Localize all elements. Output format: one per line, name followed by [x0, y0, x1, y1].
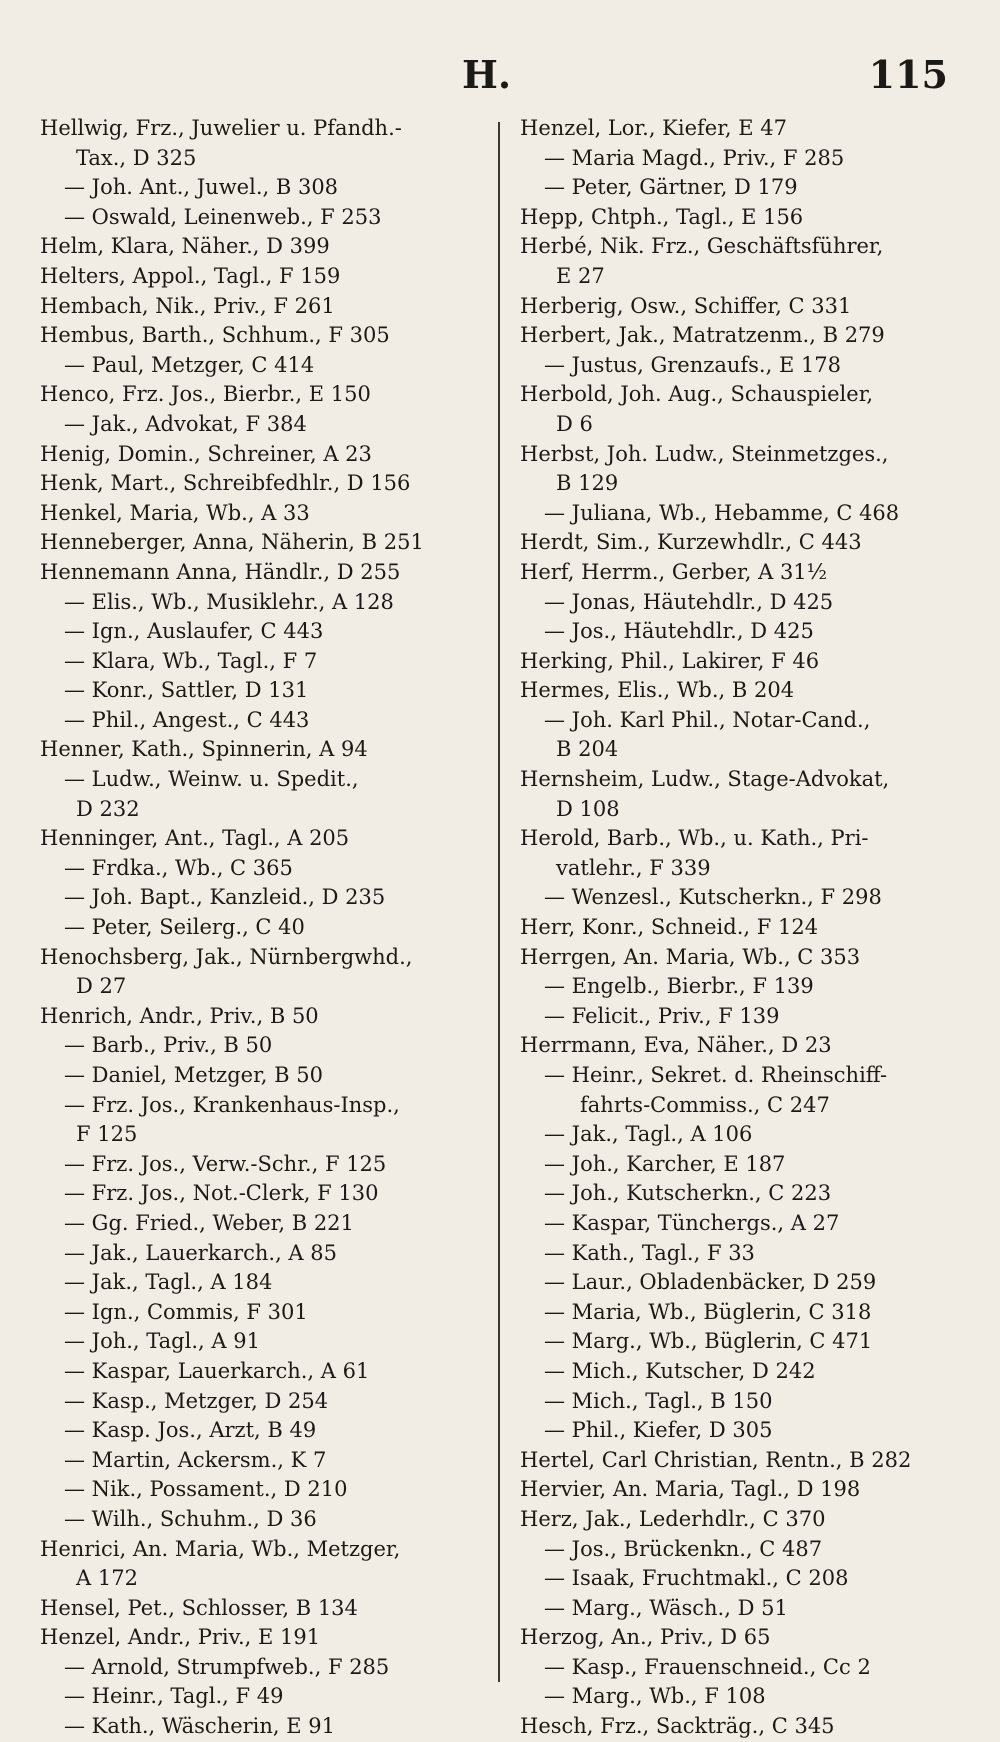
directory-entry: Hennemann Anna, Händlr., D 255	[40, 559, 401, 584]
directory-entry: vatlehr., F 339	[556, 855, 711, 880]
directory-entry: — Mich., Tagl., B 150	[544, 1388, 773, 1413]
directory-entry: D 108	[556, 796, 620, 821]
directory-entry: — Wilh., Schuhm., D 36	[64, 1506, 317, 1531]
directory-entry: Hepp, Chtph., Tagl., E 156	[520, 204, 804, 229]
directory-entry: Herzog, An., Priv., D 65	[520, 1625, 771, 1650]
directory-entry: Hernsheim, Ludw., Stage-Advokat,	[520, 767, 890, 792]
directory-entry: F 125	[76, 1122, 138, 1147]
directory-entry: Henzel, Andr., Priv., E 191	[40, 1625, 321, 1650]
directory-entry: Helters, Appol., Tagl., F 159	[40, 263, 341, 288]
directory-entry: D 27	[76, 974, 127, 999]
directory-entry: — Kasp., Metzger, D 254	[64, 1388, 329, 1413]
directory-entry: Hembus, Barth., Schhum., F 305	[40, 323, 390, 348]
directory-entry: fahrts-Commiss., C 247	[580, 1092, 830, 1117]
directory-entry: — Wenzesl., Kutscherkn., F 298	[544, 885, 882, 910]
directory-entry: — Isaak, Fruchtmakl., C 208	[544, 1566, 849, 1591]
directory-entry: Henrici, An. Maria, Wb., Metzger,	[40, 1536, 401, 1561]
directory-entry: — Maria Magd., Priv., F 285	[544, 145, 845, 170]
directory-entry: — Jak., Tagl., A 106	[544, 1122, 753, 1147]
directory-entry: — Justus, Grenzaufs., E 178	[544, 352, 842, 377]
directory-entry: — Konr., Sattler, D 131	[64, 678, 309, 703]
directory-entry: Hellwig, Frz., Juwelier u. Pfandh.-	[40, 116, 402, 140]
directory-entry: — Kaspar, Lauerkarch., A 61	[64, 1358, 370, 1383]
directory-entry: — Kasp. Jos., Arzt, B 49	[64, 1418, 317, 1443]
directory-entry: Hesch, Frz., Sackträg., C 345	[520, 1714, 835, 1739]
directory-entry: Herold, Barb., Wb., u. Kath., Pri-	[520, 826, 869, 851]
directory-entry: Henkel, Maria, Wb., A 33	[40, 500, 310, 525]
directory-entry: B 204	[556, 737, 619, 762]
directory-entry: — Joh. Karl Phil., Notar-Cand.,	[544, 707, 871, 732]
directory-entry: D 6	[556, 411, 593, 436]
directory-entry: — Arnold, Strumpfweb., F 285	[64, 1654, 390, 1679]
directory-entry: — Klara, Wb., Tagl., F 7	[64, 648, 318, 673]
directory-entry: — Marg., Wäsch., D 51	[544, 1595, 788, 1620]
directory-entry: Henneberger, Anna, Näherin, B 251	[40, 530, 424, 555]
directory-entry: Hervier, An. Maria, Tagl., D 198	[520, 1477, 861, 1502]
directory-entry: — Nik., Possament., D 210	[64, 1477, 348, 1502]
directory-entry: — Phil., Kiefer, D 305	[544, 1418, 773, 1443]
directory-entry: Henochsberg, Jak., Nürnbergwhd.,	[40, 944, 413, 969]
directory-entry: — Heinr., Tagl., F 49	[64, 1684, 284, 1709]
directory-entry: Herr, Konr., Schneid., F 124	[520, 915, 819, 940]
directory-entry: Hermes, Elis., Wb., B 204	[520, 678, 795, 703]
directory-entry: — Jonas, Häutehdlr., D 425	[544, 589, 834, 614]
right-column	[520, 114, 980, 1742]
directory-entry: Henzel, Lor., Kiefer, E 47	[520, 116, 788, 140]
directory-entry: Herdt, Sim., Kurzewhdlr., C 443	[520, 530, 862, 555]
directory-entry: — Ign., Auslaufer, C 443	[64, 619, 324, 644]
directory-entry: Hembach, Nik., Priv., F 261	[40, 293, 335, 318]
directory-entry: — Elis., Wb., Musiklehr., A 128	[64, 589, 394, 614]
directory-entry: — Peter, Seilerg., C 40	[64, 915, 305, 940]
directory-entry: Henrich, Andr., Priv., B 50	[40, 1003, 319, 1028]
directory-entry: — Jos., Brückenkn., C 487	[544, 1536, 823, 1561]
directory-entry: Hensel, Pet., Schlosser, B 134	[40, 1595, 358, 1620]
directory-entry: E 27	[556, 263, 605, 288]
directory-entry: D 232	[76, 796, 140, 821]
directory-entry: — Marg., Wb., F 108	[544, 1684, 766, 1709]
directory-entry: Herbold, Joh. Aug., Schauspieler,	[520, 382, 874, 407]
column-divider	[498, 122, 500, 1682]
directory-entry: — Jak., Lauerkarch., A 85	[64, 1240, 337, 1265]
directory-entry: — Jak., Tagl., A 184	[64, 1270, 273, 1295]
directory-entry: — Kath., Tagl., F 33	[544, 1240, 755, 1265]
directory-entry: — Barb., Priv., B 50	[64, 1033, 273, 1058]
directory-entry: — Engelb., Bierbr., F 139	[544, 974, 814, 999]
directory-entry: — Gg. Fried., Weber, B 221	[64, 1210, 354, 1235]
directory-entry: Herrgen, An. Maria, Wb., C 353	[520, 944, 861, 969]
directory-entry: — Maria, Wb., Büglerin, C 318	[544, 1299, 872, 1324]
directory-entry: Herking, Phil., Lakirer, F 46	[520, 648, 820, 673]
directory-entry: — Felicit., Priv., F 139	[544, 1003, 780, 1028]
section-letter: H.	[462, 52, 512, 97]
directory-entry: — Laur., Obladenbäcker, D 259	[544, 1270, 877, 1295]
directory-entry: A 172	[76, 1566, 138, 1591]
directory-entry: Herz, Jak., Lederhdlr., C 370	[520, 1506, 826, 1531]
directory-entry: B 129	[556, 471, 619, 496]
directory-entry: Henninger, Ant., Tagl., A 205	[40, 826, 350, 851]
directory-entry: Herrmann, Eva, Näher., D 23	[520, 1033, 832, 1058]
directory-entry: Henig, Domin., Schreiner, A 23	[40, 441, 372, 466]
directory-entry: — Daniel, Metzger, B 50	[64, 1063, 323, 1087]
directory-entry: — Paul, Metzger, C 414	[64, 352, 315, 377]
directory-entry: Henco, Frz. Jos., Bierbr., E 150	[40, 382, 371, 407]
directory-entry: — Frz. Jos., Not.-Clerk, F 130	[64, 1181, 379, 1206]
directory-entry: — Peter, Gärtner, D 179	[544, 175, 798, 200]
directory-entry: Herbert, Jak., Matratzenm., B 279	[520, 323, 885, 348]
directory-entry: — Juliana, Wb., Hebamme, C 468	[544, 500, 900, 525]
directory-entry: — Jak., Advokat, F 384	[64, 411, 307, 436]
directory-entry: — Mich., Kutscher, D 242	[544, 1358, 816, 1383]
directory-entry: — Kaspar, Tünchergs., A 27	[544, 1210, 840, 1235]
directory-entry: Herbst, Joh. Ludw., Steinmetzges.,	[520, 441, 889, 466]
directory-entry: — Martin, Ackersm., K 7	[64, 1447, 327, 1472]
directory-entry: Herf, Herrm., Gerber, A 31½	[520, 559, 828, 584]
directory-entry: — Frz. Jos., Verw.-Schr., F 125	[64, 1151, 387, 1176]
directory-entry: Henner, Kath., Spinnerin, A 94	[40, 737, 368, 762]
left-column	[40, 114, 490, 1742]
page-number: 115	[868, 52, 948, 97]
directory-entry: — Joh., Kutscherkn., C 223	[544, 1181, 832, 1206]
directory-entry: Herbé, Nik. Frz., Geschäftsführer,	[520, 234, 884, 259]
directory-entry: — Frdka., Wb., C 365	[64, 855, 293, 880]
directory-entry: — Jos., Häutehdlr., D 425	[544, 619, 814, 644]
directory-entry: Hertel, Carl Christian, Rentn., B 282	[520, 1447, 912, 1472]
directory-entry: — Joh., Tagl., A 91	[64, 1329, 260, 1354]
directory-entry: — Oswald, Leinenweb., F 253	[64, 204, 382, 229]
directory-entry: — Heinr., Sekret. d. Rheinschiff-	[544, 1063, 888, 1087]
directory-entry: — Marg., Wb., Büglerin, C 471	[544, 1329, 873, 1354]
directory-entry: Herberig, Osw., Schiffer, C 331	[520, 293, 852, 318]
directory-entry: Tax., D 325	[76, 145, 197, 170]
directory-entry: Henk, Mart., Schreibfedhlr., D 156	[40, 471, 411, 496]
directory-entry: — Ludw., Weinw. u. Spedit.,	[64, 767, 359, 792]
directory-entry: — Phil., Angest., C 443	[64, 707, 310, 732]
directory-entry: — Joh. Bapt., Kanzleid., D 235	[64, 885, 386, 910]
directory-entry: — Kasp., Frauenschneid., Cc 2	[544, 1654, 871, 1679]
directory-entry: — Kath., Wäscherin, E 91	[64, 1714, 336, 1739]
directory-entry: — Ign., Commis, F 301	[64, 1299, 308, 1324]
directory-entry: — Joh., Karcher, E 187	[544, 1151, 786, 1176]
directory-entry: — Joh. Ant., Juwel., B 308	[64, 175, 339, 200]
directory-entry: Helm, Klara, Näher., D 399	[40, 234, 330, 259]
directory-entry: — Frz. Jos., Krankenhaus-Insp.,	[64, 1092, 400, 1117]
